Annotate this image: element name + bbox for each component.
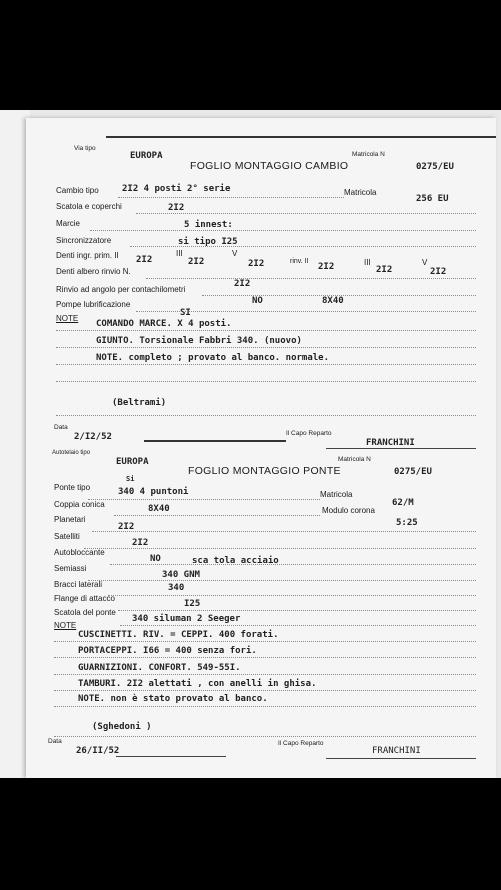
sincronizzatore-label: Sincronizzatore bbox=[56, 236, 112, 245]
denti-albero-value-ii: 2I2 bbox=[318, 262, 335, 272]
gearbox-matricola-n-label: Matricola N bbox=[352, 151, 385, 158]
semiassi-label: Semiassi bbox=[54, 564, 87, 573]
axle-note-4: TAMBURI. 2I2 alettati , con anelli in ghisa. bbox=[78, 679, 317, 689]
denti-ingr-value-ii: 2I2 bbox=[136, 255, 153, 265]
cambio-tipo-label: Cambio tipo bbox=[56, 186, 99, 195]
gearbox-signer: (Beltrami) bbox=[112, 398, 167, 408]
gearbox-matricola-value: 256 EU bbox=[416, 194, 449, 204]
autobloccante-label: Autobloccante bbox=[54, 548, 105, 557]
axle-model: EUROPA bbox=[116, 457, 149, 467]
autotelaio-label: Autotelaio tipo bbox=[52, 450, 91, 456]
modulo-value: 5:25 bbox=[396, 518, 418, 528]
denti-albero-iii-label: III bbox=[364, 258, 371, 267]
pompe-value-si: SI bbox=[180, 308, 191, 318]
axle-note-5: NOTE. non è stato provato al banco. bbox=[78, 694, 268, 704]
rinvio-label: Rinvio ad angolo per contachilometri bbox=[56, 285, 186, 294]
satelliti-value: 2I2 bbox=[132, 538, 149, 548]
sincronizzatore-value: si tipo I25 bbox=[178, 237, 238, 247]
scatola-value: 2I2 bbox=[168, 203, 185, 213]
gearbox-form-title: FOGLIO MONTAGGIO CAMBIO bbox=[190, 160, 349, 172]
pompe-value-no: NO bbox=[252, 296, 263, 306]
bracci-value: 340 bbox=[168, 583, 185, 593]
modulo-label: Modulo corona bbox=[322, 506, 375, 515]
denti-ingr-value-iii: 2I2 bbox=[188, 257, 205, 267]
denti-albero-value-v: 2I2 bbox=[430, 267, 447, 277]
axle-matricola-label: Matricola bbox=[320, 490, 353, 499]
denti-albero-value-iii: 2I2 bbox=[376, 265, 393, 275]
axle-matricola-n-label: Matricola N bbox=[338, 456, 371, 463]
scatola-label: Scatola e coperchi bbox=[56, 202, 122, 211]
pompe-value-size: 8X40 bbox=[322, 296, 344, 306]
axle-matricola-n-value: 0275/EU bbox=[394, 467, 432, 477]
axle-signer: (Sghedoni ) bbox=[92, 722, 152, 732]
gearbox-capo: FRANCHINI bbox=[366, 438, 415, 448]
axle-date: 26/II/52 bbox=[76, 746, 120, 756]
axle-matricola-value: 62/M bbox=[392, 498, 414, 508]
planetari-value: 2I2 bbox=[118, 522, 135, 532]
marce-value: 5 innest: bbox=[184, 220, 233, 230]
pompe-label: Pompe lubrificazione bbox=[56, 300, 131, 309]
ponte-tipo-value: 340 4 puntoni bbox=[118, 487, 189, 497]
gearbox-capo-label: Il Capo Reparto bbox=[286, 430, 332, 437]
gearbox-note-2: GIUNTO. Torsionale Fabbri 340. (nuovo) bbox=[96, 336, 302, 346]
denti-ingr-iii-label: III bbox=[176, 249, 183, 258]
header-rule bbox=[106, 136, 496, 138]
gearbox-model: EUROPA bbox=[130, 151, 163, 161]
ponte-tipo-si: Si bbox=[126, 475, 135, 483]
via-tipo-label: Via tipo bbox=[74, 145, 96, 152]
rinvio-value: 2I2 bbox=[234, 279, 251, 289]
assembly-sheet bbox=[26, 118, 496, 778]
axle-note-label: NOTE bbox=[54, 621, 77, 630]
gearbox-note-label: NOTE bbox=[56, 314, 79, 323]
denti-albero-label: Denti albero rinvio N. bbox=[56, 267, 131, 276]
axle-note-2: PORTACEPPI. I66 = 400 senza fori. bbox=[78, 646, 257, 656]
ponte-tipo-label: Ponte tipo bbox=[54, 483, 91, 492]
marce-label: Marcie bbox=[56, 219, 81, 228]
coppia-value: 8X40 bbox=[148, 504, 170, 514]
satelliti-label: Satelliti bbox=[54, 532, 80, 541]
denti-ingr-value-v: 2I2 bbox=[248, 259, 265, 269]
scatola-ponte-value: 340 siluman 2 Seeger bbox=[132, 614, 241, 624]
gearbox-date: 2/I2/52 bbox=[74, 432, 112, 442]
bracci-label: Bracci laterali bbox=[54, 580, 103, 589]
autobloccante-value-2: sca tola acciaio bbox=[192, 556, 279, 566]
flange-label: Flange di attacco bbox=[54, 594, 115, 603]
autobloccante-value: NO bbox=[150, 554, 161, 564]
document-photo bbox=[0, 110, 501, 778]
axle-date-label: Data bbox=[48, 738, 62, 745]
axle-capo-label: Il Capo Reparto bbox=[278, 740, 324, 747]
gearbox-date-label: Data bbox=[54, 424, 68, 431]
axle-note-1: CUSCINETTI. RIV. = CEPPI. 400 forati. bbox=[78, 630, 279, 640]
gearbox-matricola-label: Matricola bbox=[344, 188, 377, 197]
axle-capo: FRANCHINI bbox=[372, 746, 421, 756]
axle-note-3: GUARNIZIONI. CONFORT. 549-55I. bbox=[78, 663, 241, 673]
gearbox-matricola-n-value: 0275/EU bbox=[416, 162, 454, 172]
denti-ingr-label: Denti ingr. prim. II bbox=[56, 251, 119, 260]
denti-ingr-v-label: V bbox=[232, 249, 238, 258]
planetari-label: Planetari bbox=[54, 515, 86, 524]
coppia-label: Coppia conica bbox=[54, 500, 105, 509]
denti-albero-rinv-label: rinv. II bbox=[290, 258, 309, 265]
cambio-tipo-value: 2I2 4 posti 2° serie bbox=[122, 184, 231, 194]
gearbox-note-1: COMANDO MARCE. X 4 posti. bbox=[96, 319, 232, 329]
scatola-ponte-label: Scatola del ponte bbox=[54, 608, 116, 617]
axle-form-title: FOGLIO MONTAGGIO PONTE bbox=[188, 465, 341, 477]
semiassi-value: 340 GNM bbox=[162, 570, 200, 580]
flange-value: I25 bbox=[184, 599, 201, 609]
gearbox-note-3: NOTE. completo ; provato al banco. normale. bbox=[96, 353, 329, 363]
denti-albero-v-label: V bbox=[422, 258, 428, 267]
